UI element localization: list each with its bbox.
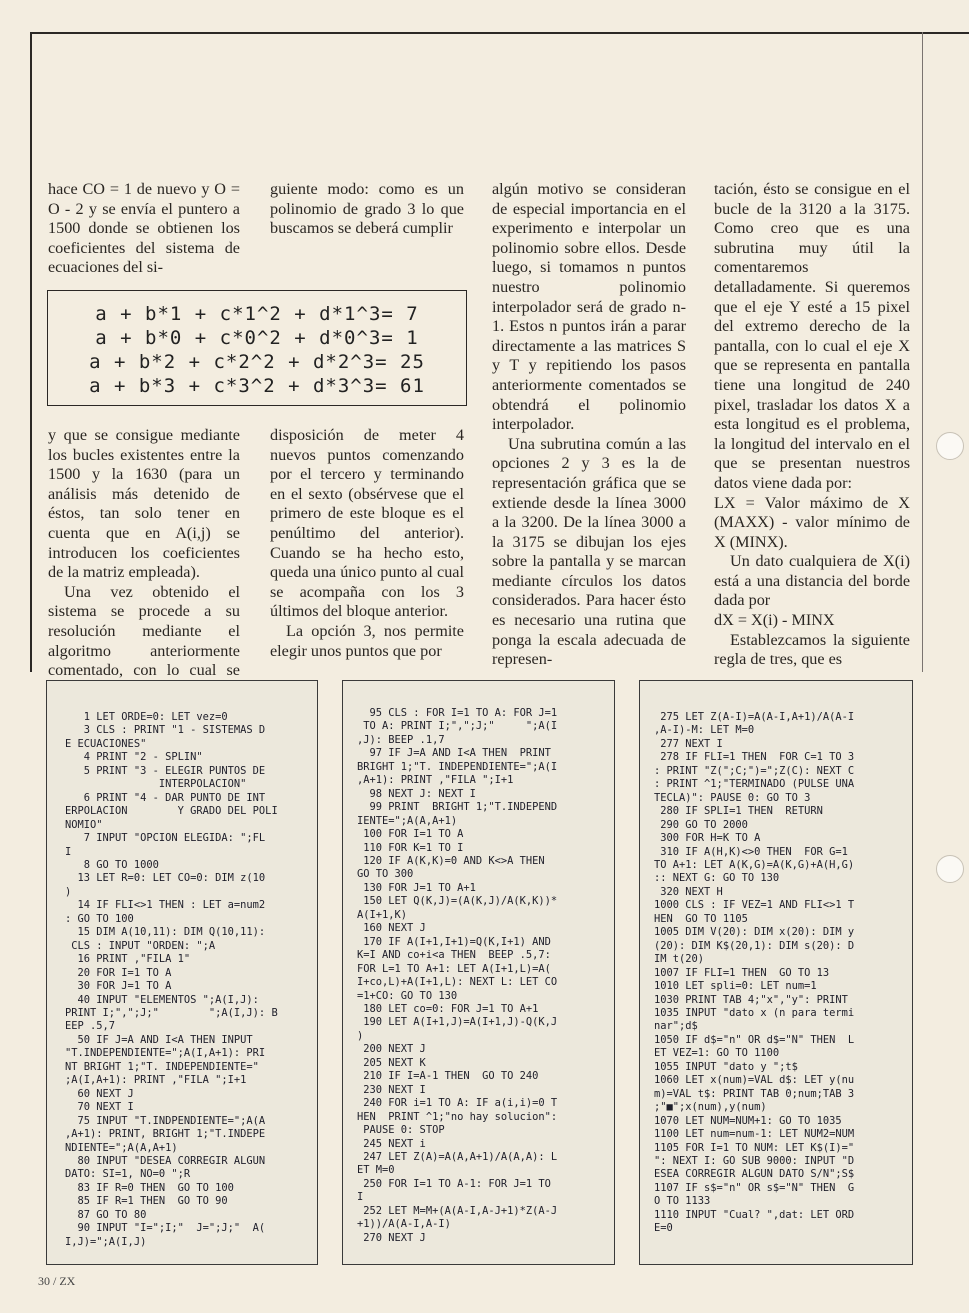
equation-line-2: a + b*0 + c*0^2 + d*0^3= 1 (95, 327, 419, 349)
col3-paragraph-1: algún motivo se consideran de especial importancia en el experimento e interpolar un polinomio sobre ellos. Desde luego, si tomamos n puntos nuestro polinomio interpolador será de grado n-1. Estos n puntos irán a parar directamente a las matrices S y T y repitiendo los pasos anteriormente comentados se obtendrá el polinomio interpolador. (492, 180, 686, 434)
binder-hole-bottom (936, 855, 964, 883)
column-1-top (48, 180, 240, 278)
col2-top-text: guiente modo: como es un polinomio de grado 3 lo que buscamos se deberá cumplir (270, 180, 464, 238)
equation-line-1: a + b*1 + c*1^2 + d*1^3= 7 (95, 303, 419, 325)
listing-box-middle (342, 680, 615, 1265)
col1-bottom-paragraph-2: Una vez obtenido el sistema se procede a su resolución mediante el algoritmo anteriormente comentado, con lo cual se (48, 582, 240, 680)
col4-paragraph-1: tación, ésto se consigue en el bucle de la 3120 a la 3175. Como creo que es una subrutina muy útil la comentaremos detalladamente. Si queremos que el eje Y esté a 15 pixel del extremo derecho de la pantalla, con lo cual el eje X que se representa en pantalla tiene una longitud de 240 pixel, trasladar los datos X a esta longitud es el problema, la longitud del intervalo en el que se presentan nuestros datos viene dada por: (714, 180, 910, 492)
col1-bottom-paragraph-1: y que se consigue mediante los bucles existentes entre la 1500 y la 1630 (para un análisis más detenido de éstos, tan solo tener en cuenta que en A(i,j) se introducen los coeficientes de la matriz empleada). (48, 426, 240, 582)
col1-top-text: hace CO = 1 de nuevo y O = O - 2 y se envía el puntero a 1500 donde se obtienen los coeficientes del sistema de ecuaciones del si- (48, 180, 240, 277)
page-frame-left (30, 32, 32, 672)
page-folio: 30 / ZX (38, 1274, 76, 1288)
listing-left-code: 1 LET ORDE=0: LET vez=0 3 CLS : PRINT "1 - SISTEMAS D E ECUACIONES" 4 PRINT "2 - SPLIN" 5 PRINT "3 - ELEGIR PUNTOS DE INTERPOLACION" 6 PRINT "4 - DAR PUNTO DE INT ERPOLACION Y GRADO DEL POLI NOMIO" 7 INPUT "OPCION ELEGIDA: ";FL I 8 GO TO 1000 13 LET R=0: LET CO=0: DIM z(10 ) 14 IF FLI<>1 THEN : LET a=num2 : GO TO 100 15 DIM A(10,11): DIM Q(10,11): CLS : INPUT "ORDEN: ";A 16 PRINT ,"FILA 1" 20 FOR I=1 TO A 30 FOR J=1 TO A 40 INPUT "ELEMENTOS ";A(I,J): PRINT I;",";J;" ";A(I,J): B EEP .5,7 50 IF J=A AND I<A THEN INPUT "T.INDEPENDIENTE=";A(I,A+1): PRI NT BRIGHT 1;"T. INDEPENDIENTE=" ;A(I,A+1): PRINT ,"FILA ";I+1 60 NEXT J 70 NEXT I 75 INPUT "T.INDPENDIENTE=";A(A ,A+1): PRINT, BRIGHT 1;"T.INDEPE NDIENTE=";A(A,A+1) 80 INPUT "DESEA CORREGIR ALGUN DATO: SI=1, NO=0 ";R 83 IF R=0 THEN GO TO 100 85 IF R=1 THEN GO TO 90 87 GO TO 80 90 INPUT "I=";I;" J=";J;" A( I,J)=";A(I,J) (65, 711, 278, 1248)
page-frame-right (922, 32, 923, 672)
listing-box-left (46, 680, 318, 1265)
col4-formula-2: dX = X(i) - MINX (714, 611, 835, 630)
col4-paragraph-3: Establezcamos la siguiente regla de tres, que es (714, 630, 910, 669)
col2-bottom-paragraph-1: disposición de meter 4 nuevos puntos comenzando por el tercero y terminando en el sexto (obsérvese que el primero de este bloque es el penúltimo del anterior). Cuando se ha hecho esto, queda una único punto al cual se acompaña con los 3 últimos del bloque anterior. (270, 426, 464, 621)
col2-bottom-paragraph-2: La opción 3, nos permite elegir unos puntos que por (270, 621, 464, 660)
col3-paragraph-2: Una subrutina común a las opciones 2 y 3 es la de representación gráfica que se extiende desde la línea 3000 a la 3200. De la línea 3000 a la 3175 se dibujan los ejes sobre la pantalla y se marcan mediante círculos los datos considerados. Para hacer ésto es necesario una rutina que ponga la escala adecuada de represen- (492, 434, 686, 669)
column-3 (492, 180, 686, 670)
equation-line-3: a + b*2 + c*2^2 + d*2^3= 25 (89, 351, 425, 373)
column-4 (714, 180, 910, 670)
page-frame-top (30, 32, 969, 34)
listing-box-right (639, 680, 913, 1265)
equation-line-4: a + b*3 + c*3^2 + d*3^3= 61 (89, 375, 425, 397)
column-2-bottom (270, 426, 464, 661)
col4-formula-1: LX = Valor máximo de X (MAXX) - valor mínimo de X (MINX). (714, 493, 910, 551)
equation-system-box (47, 290, 467, 406)
listing-right-code: 275 LET Z(A-I)=A(A-I,A+1)/A(A-I ,A-I)-M: LET M=0 277 NEXT I 278 IF FLI=1 THEN FOR C=1 TO 3 : PRINT "Z(";C;")=";Z(C): NEXT C : PRINT ^1;"TERMINADO (PULSE UNA TECLA)": PAUSE 0: GO TO 3 280 IF SPLI=1 THEN RETURN 290 GO TO 2000 300 FOR H=K TO A 310 IF A(H,K)<>0 THEN FOR G=1 TO A+1: LET A(K,G)=A(K,G)+A(H,G) :: NEXT G: GO TO 130 320 NEXT H 1000 CLS : IF VEZ=1 AND FLI<>1 T HEN GO TO 1105 1005 DIM V(20): DIM x(20): DIM y (20): DIM K$(20,1): DIM s(20): D IM t(20) 1007 IF FLI=1 THEN GO TO 13 1010 LET spli=0: LET num=1 1030 PRINT TAB 4;"x","y": PRINT 1035 INPUT "dato x (n para termi nar";d$ 1050 IF d$="n" OR d$="N" THEN L ET VEZ=1: GO TO 1100 1055 INPUT "dato y ";t$ 1060 LET x(num)=VAL d$: LET y(nu m)=VAL t$: PRINT TAB 0;num;TAB 3 ;"■";x(num),y(num) 1070 LET NUM=NUM+1: GO TO 1035 1100 LET num=num-1: LET NUM2=NUM 1105 FOR I=1 TO NUM: LET K$(I)=" ": NEXT I: GO SUB 9000: INPUT "D ESEA CORREGIR ALGUN DATO S/N";S$ 1107 IF s$="n" OR s$="N" THEN G O TO 1133 1110 INPUT "Cual? ",dat: LET ORD E=0 (654, 711, 855, 1235)
col4-paragraph-2: Un dato cualquiera de X(i) está a una distancia del borde dada por (714, 552, 910, 610)
listing-middle-code: 95 CLS : FOR I=1 TO A: FOR J=1 TO A: PRINT I;",";J;" ";A(I ,J): BEEP .1,7 97 IF J=A AND I<A THEN PRINT BRIGHT 1;"T. INDEPENDIENTE=";A(I ,A+1): PRINT ,"FILA ";I+1 98 NEXT J: NEXT I 99 PRINT BRIGHT 1;"T.INDEPEND IENTE=";A(A,A+1) 100 FOR I=1 TO A 110 FOR K=1 TO I 120 IF A(K,K)=0 AND K<>A THEN GO TO 300 130 FOR J=1 TO A+1 150 LET Q(K,J)=(A(K,J)/A(K,K))* A(I+1,K) 160 NEXT J 170 IF A(I+1,I+1)=Q(K,I+1) AND K=I AND co+i<a THEN BEEP .5,7: FOR L=1 TO A+1: LET A(I+1,L)=A( I+co,L)+A(I+1,L): NEXT L: LET CO =1+CO: GO TO 130 180 LET co=0: FOR J=1 TO A+1 190 LET A(I+1,J)=A(I+1,J)-Q(K,J ) 200 NEXT J 205 NEXT K 210 IF I=A-1 THEN GO TO 240 230 NEXT I 240 FOR i=1 TO A: IF a(i,i)=0 T HEN PRINT ^1;"no hay solucion": PAUSE 0: STOP 245 NEXT i 247 LET Z(A)=A(A,A+1)/A(A,A): L ET M=0 250 FOR I=1 TO A-1: FOR J=1 TO I 252 LET M=M+(A(A-I,A-J+1)*Z(A-J +1))/A(A-I,A-I) 270 NEXT J (357, 707, 558, 1244)
column-2-top (270, 180, 464, 239)
column-1-bottom (48, 426, 240, 700)
binder-hole-top (936, 432, 964, 460)
